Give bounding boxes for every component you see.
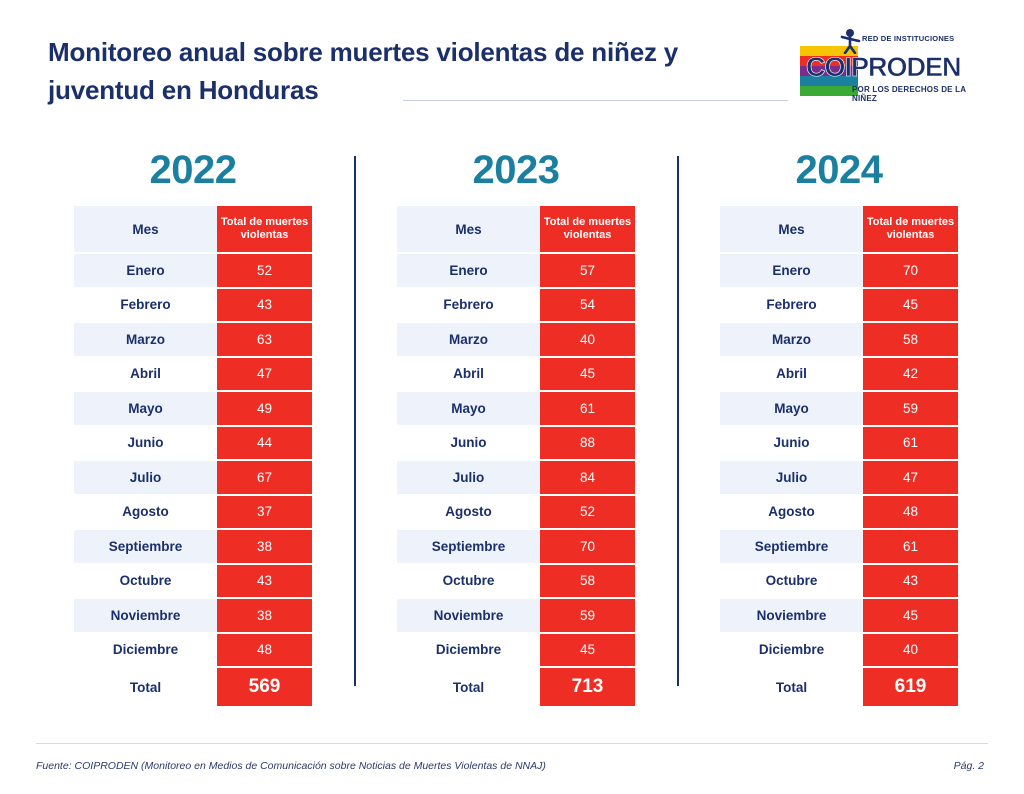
month-cell: Julio [720, 460, 863, 495]
page-title: Monitoreo anual sobre muertes violentas de niñez y juventud en Honduras [48, 37, 679, 105]
month-cell: Agosto [397, 495, 540, 530]
total-label: Total [397, 667, 540, 706]
table-row [720, 564, 958, 599]
month-cell: Diciembre [74, 633, 217, 668]
value-cell: 54 [540, 288, 635, 323]
value-cell: 43 [217, 564, 312, 599]
table-row [397, 253, 635, 288]
month-cell: Noviembre [397, 598, 540, 633]
total-label: Total [74, 667, 217, 706]
table-row [720, 529, 958, 564]
table-row [397, 598, 635, 633]
table-row [720, 460, 958, 495]
year-column-2024 [694, 150, 984, 720]
table-row [74, 495, 312, 530]
footer-source: Fuente: COIPRODEN (Monitoreo en Medios de Comunicación sobre Noticias de Muertes Violentas de NNAJ) [36, 760, 546, 772]
month-cell: Agosto [720, 495, 863, 530]
table-row [74, 253, 312, 288]
table-row [74, 529, 312, 564]
value-cell: 59 [540, 598, 635, 633]
year-label-2022: 2022 [149, 148, 237, 192]
value-cell: 44 [217, 426, 312, 461]
month-cell: Mayo [720, 391, 863, 426]
year-column-2023 [371, 150, 661, 720]
value-cell: 48 [863, 495, 958, 530]
logo-tagline-top: RED DE INSTITUCIONES [862, 34, 955, 43]
value-cell: 40 [540, 322, 635, 357]
year-tables-container [48, 150, 984, 720]
table-row [397, 495, 635, 530]
month-cell: Febrero [74, 288, 217, 323]
table-row [74, 288, 312, 323]
table-row [720, 495, 958, 530]
value-cell: 58 [863, 322, 958, 357]
month-cell: Octubre [397, 564, 540, 599]
table-header-row [74, 206, 312, 253]
value-cell: 48 [217, 633, 312, 668]
month-cell: Mayo [397, 391, 540, 426]
column-header-month: Mes [397, 206, 540, 253]
table-row [397, 426, 635, 461]
table-2023 [397, 206, 635, 706]
table-row [397, 460, 635, 495]
value-cell: 47 [217, 357, 312, 392]
column-divider-1 [354, 156, 356, 686]
month-cell: Abril [74, 357, 217, 392]
value-cell: 40 [863, 633, 958, 668]
column-divider-2 [677, 156, 679, 686]
value-cell: 70 [863, 253, 958, 288]
table-total-row [397, 667, 635, 706]
table-row [74, 564, 312, 599]
table-row [397, 633, 635, 668]
value-cell: 59 [863, 391, 958, 426]
month-cell: Agosto [74, 495, 217, 530]
value-cell: 63 [217, 322, 312, 357]
month-cell: Marzo [74, 322, 217, 357]
column-header-total: Total de muertes violentas [863, 206, 958, 253]
month-cell: Enero [720, 253, 863, 288]
month-cell: Septiembre [397, 529, 540, 564]
table-header-row [397, 206, 635, 253]
month-cell: Diciembre [397, 633, 540, 668]
value-cell: 43 [863, 564, 958, 599]
month-cell: Enero [74, 253, 217, 288]
month-cell: Febrero [720, 288, 863, 323]
table-2022 [74, 206, 312, 706]
month-cell: Abril [397, 357, 540, 392]
logo-wordmark: COIPRODEN [806, 52, 961, 82]
value-cell: 57 [540, 253, 635, 288]
table-row [720, 633, 958, 668]
table-row [74, 633, 312, 668]
month-cell: Marzo [397, 322, 540, 357]
table-row [397, 391, 635, 426]
value-cell: 45 [863, 288, 958, 323]
table-row [74, 426, 312, 461]
month-cell: Mayo [74, 391, 217, 426]
title-underline [403, 100, 788, 101]
column-header-total: Total de muertes violentas [540, 206, 635, 253]
table-row [720, 357, 958, 392]
month-cell: Diciembre [720, 633, 863, 668]
column-header-month: Mes [74, 206, 217, 253]
month-cell: Julio [74, 460, 217, 495]
table-2024 [720, 206, 958, 706]
value-cell: 61 [863, 529, 958, 564]
value-cell: 70 [540, 529, 635, 564]
month-cell: Junio [397, 426, 540, 461]
month-cell: Julio [397, 460, 540, 495]
month-cell: Octubre [74, 564, 217, 599]
table-row [720, 253, 958, 288]
value-cell: 43 [217, 288, 312, 323]
table-row [720, 322, 958, 357]
table-row [720, 288, 958, 323]
month-cell: Abril [720, 357, 863, 392]
value-cell: 52 [540, 495, 635, 530]
year-column-2022 [48, 150, 338, 720]
value-cell: 47 [863, 460, 958, 495]
value-cell: 84 [540, 460, 635, 495]
value-cell: 52 [217, 253, 312, 288]
logo-child-figure-icon [838, 28, 862, 54]
table-row [397, 357, 635, 392]
value-cell: 38 [217, 598, 312, 633]
month-cell: Junio [720, 426, 863, 461]
total-value: 569 [217, 667, 312, 706]
table-row [74, 598, 312, 633]
table-row [397, 288, 635, 323]
logo-stripe-green [800, 86, 858, 96]
table-row [74, 322, 312, 357]
month-cell: Enero [397, 253, 540, 288]
table-total-row [720, 667, 958, 706]
month-cell: Junio [74, 426, 217, 461]
month-cell: Marzo [720, 322, 863, 357]
value-cell: 88 [540, 426, 635, 461]
table-row [720, 426, 958, 461]
total-value: 713 [540, 667, 635, 706]
value-cell: 49 [217, 391, 312, 426]
logo-tagline-bottom: POR LOS DERECHOS DE LA NIÑEZ [852, 85, 966, 103]
value-cell: 67 [217, 460, 312, 495]
footer-page-number: Pág. 2 [953, 760, 984, 772]
value-cell: 38 [217, 529, 312, 564]
table-row [74, 460, 312, 495]
year-label-2023: 2023 [472, 148, 560, 192]
month-cell: Febrero [397, 288, 540, 323]
table-row [74, 357, 312, 392]
value-cell: 45 [540, 357, 635, 392]
table-row [397, 322, 635, 357]
value-cell: 58 [540, 564, 635, 599]
month-cell: Noviembre [720, 598, 863, 633]
year-label-2024: 2024 [795, 148, 883, 192]
value-cell: 42 [863, 357, 958, 392]
column-header-total: Total de muertes violentas [217, 206, 312, 253]
total-label: Total [720, 667, 863, 706]
table-row [720, 598, 958, 633]
total-value: 619 [863, 667, 958, 706]
column-header-month: Mes [720, 206, 863, 253]
value-cell: 45 [540, 633, 635, 668]
month-cell: Septiembre [720, 529, 863, 564]
table-row [397, 564, 635, 599]
value-cell: 61 [863, 426, 958, 461]
table-row [74, 391, 312, 426]
table-row [720, 391, 958, 426]
month-cell: Noviembre [74, 598, 217, 633]
table-total-row [74, 667, 312, 706]
value-cell: 61 [540, 391, 635, 426]
footer-divider [36, 743, 988, 744]
table-header-row [720, 206, 958, 253]
table-row [397, 529, 635, 564]
month-cell: Septiembre [74, 529, 217, 564]
value-cell: 45 [863, 598, 958, 633]
month-cell: Octubre [720, 564, 863, 599]
value-cell: 37 [217, 495, 312, 530]
coiproden-logo [800, 30, 976, 103]
